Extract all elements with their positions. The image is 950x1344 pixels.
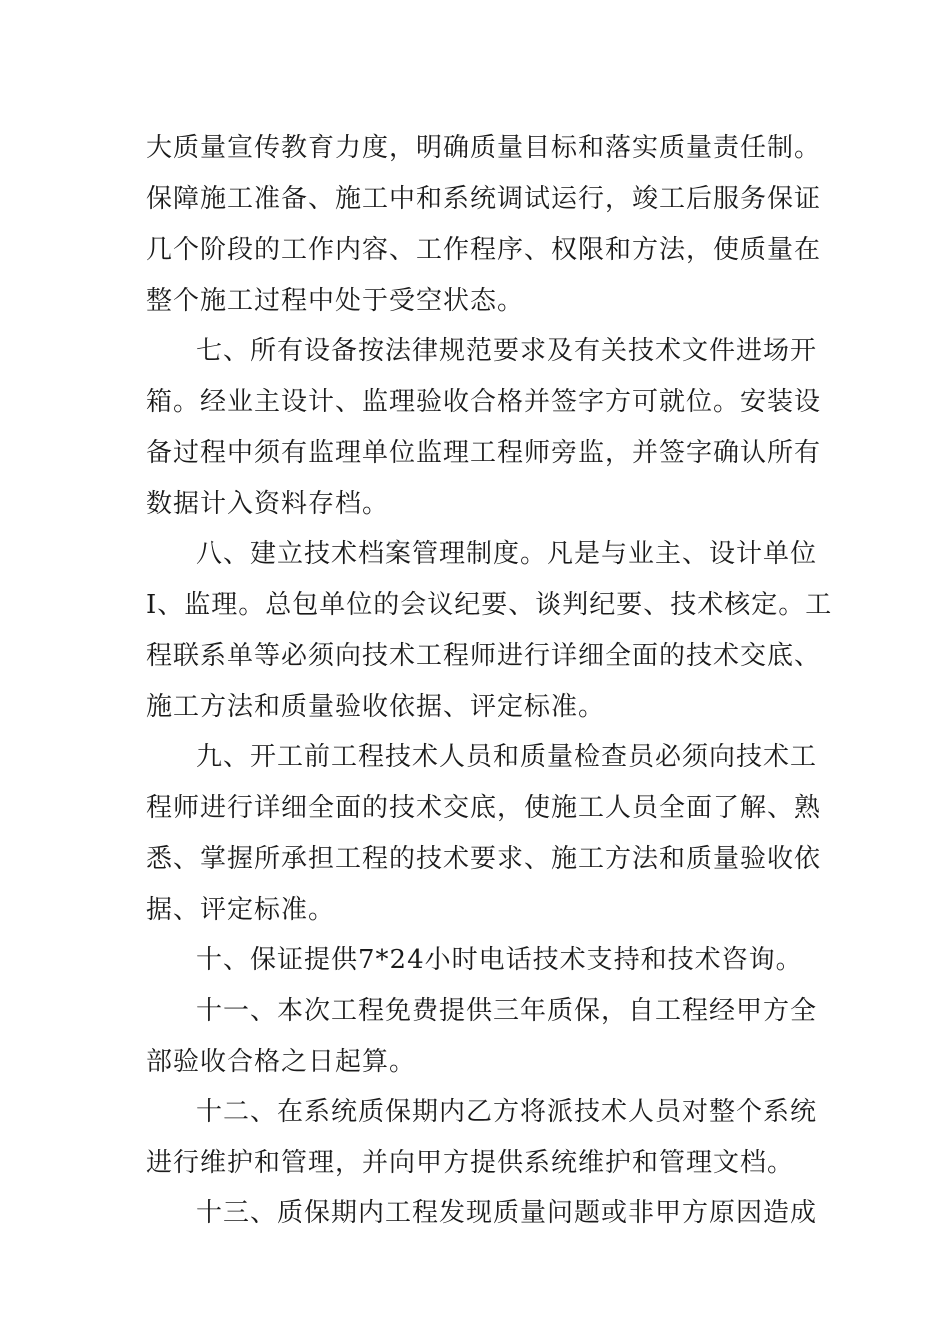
text-line: 箱。经业主设计、监理验收合格并签字方可就位。安装设 [146, 387, 822, 417]
text-line: 部验收合格之日起算。 [146, 1047, 417, 1077]
text-line: 备过程中须有监理单位监理工程师旁监，并签字确认所有 [146, 438, 822, 468]
paragraph-start-line: 十、保证提供7*24小时电话技术支持和技术咨询。 [196, 945, 803, 975]
text-line: 数据计入资料存档。 [146, 489, 390, 519]
text-line: 进行维护和管理，并向甲方提供系统维护和管理文档。 [146, 1148, 795, 1178]
text-line: 大质量宣传教育力度，明确质量目标和落实质量责任制。 [146, 133, 822, 163]
paragraph-start-line: 十三、质保期内工程发现质量问题或非甲方原因造成 [196, 1198, 818, 1228]
paragraph-start-line: 九、开工前工程技术人员和质量检查员必须向技术工 [196, 742, 818, 772]
text-line: 程师进行详细全面的技术交底，使施工人员全面了解、熟 [146, 793, 822, 823]
text-line: 施工方法和质量验收依据、评定标准。 [146, 692, 606, 722]
paragraph-start-line: 七、所有设备按法律规范要求及有关技术文件进场开 [196, 336, 818, 366]
text-line: 保障施工准备、施工中和系统调试运行，竣工后服务保证 [146, 184, 822, 214]
text-line: 几个阶段的工作内容、工作程序、权限和方法，使质量在 [146, 235, 822, 265]
text-line: 据、评定标准。 [146, 895, 336, 925]
paragraph-start-line: 十一、本次工程免费提供三年质保，自工程经甲方全 [196, 996, 818, 1026]
text-line: 程联系单等必须向技术工程师进行详细全面的技术交底、 [146, 641, 822, 671]
text-line: 悉、掌握所承担工程的技术要求、施工方法和质量验收依 [146, 844, 822, 874]
paragraph-start-line: 十二、在系统质保期内乙方将派技术人员对整个系统 [196, 1097, 818, 1127]
text-line: 整个施工过程中处于受空状态。 [146, 286, 525, 316]
paragraph-start-line: 八、建立技术档案管理制度。凡是与业主、设计单位 [196, 539, 818, 569]
text-line: I、监理。总包单位的会议纪要、谈判纪要、技术核定。工 [146, 590, 833, 620]
